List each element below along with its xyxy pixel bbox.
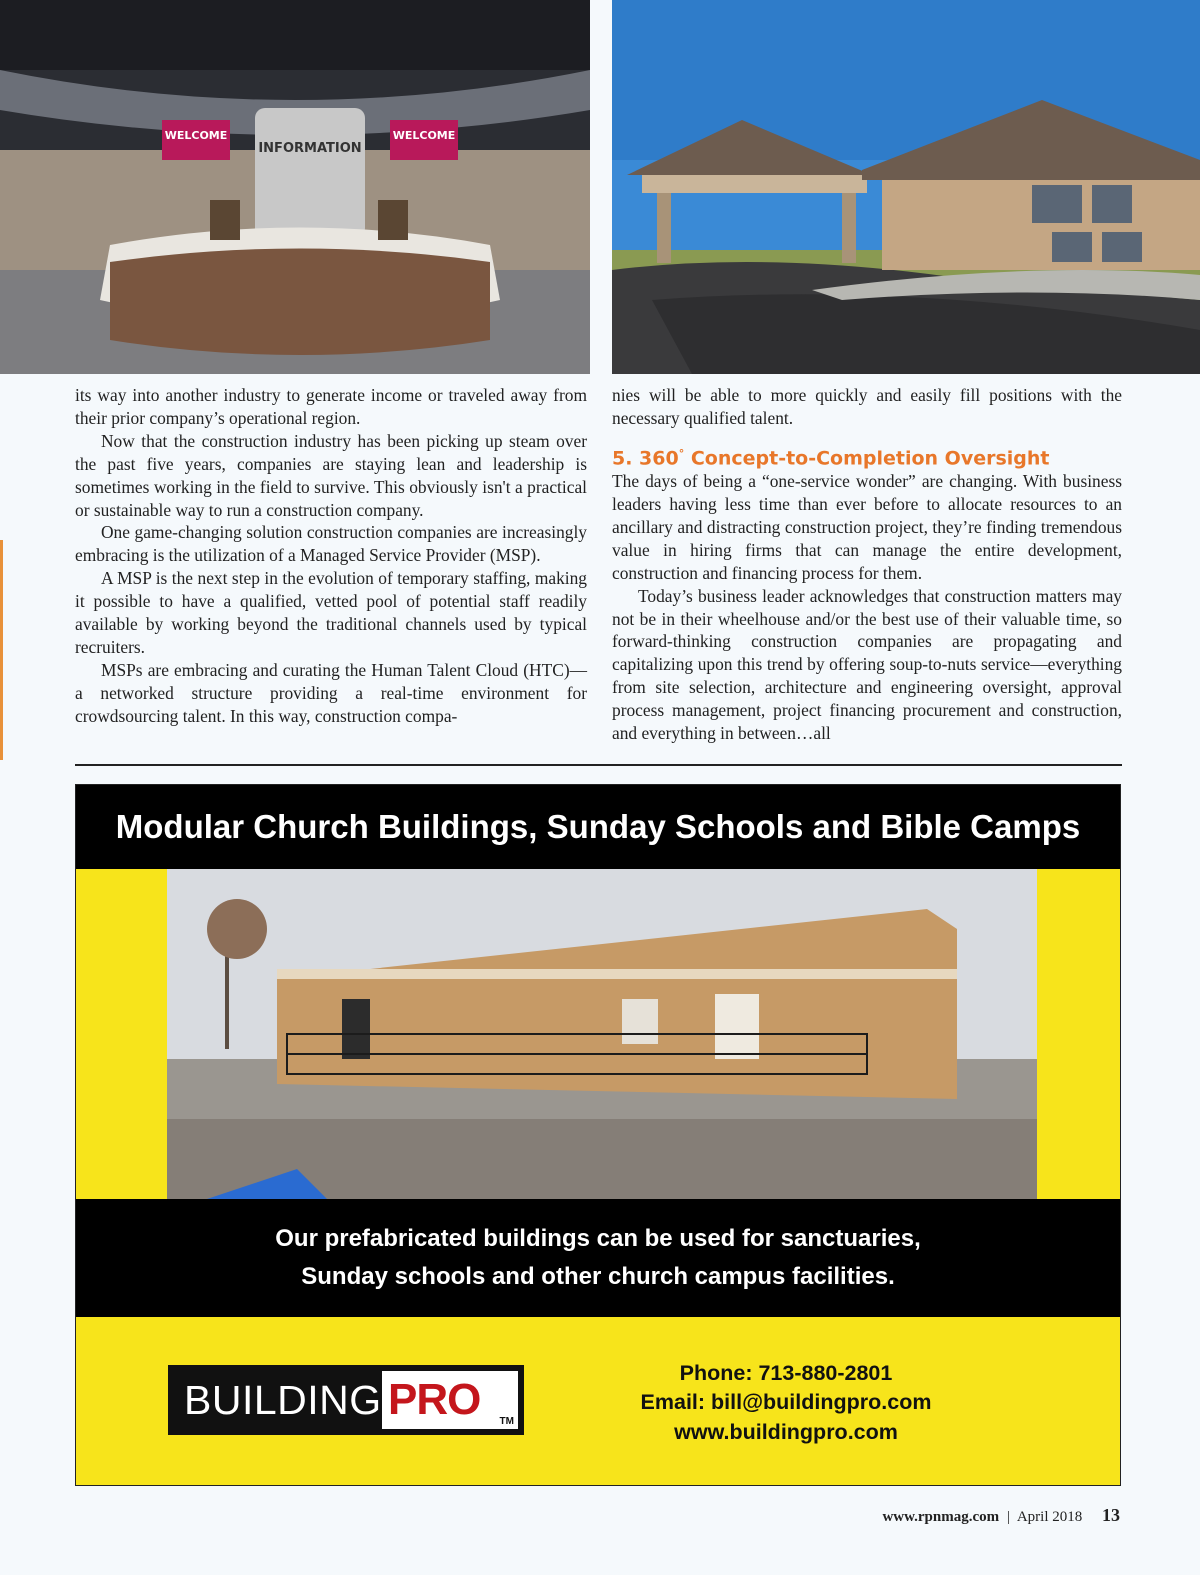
- article-paragraph: A MSP is the next step in the evolution of temporary staffing, making it possible to have a qualified, vetted pool of potential staff readily available by working beyond the traditional channels used by typical recruiters.: [75, 568, 587, 657]
- advertisement[interactable]: [75, 784, 1121, 1486]
- ad-building-photo: [167, 869, 1037, 1199]
- ad-title: Modular Church Buildings, Sunday Schools and Bible Camps: [115, 808, 1081, 845]
- building-pro-logo[interactable]: [168, 1365, 524, 1435]
- side-accent-rule: [0, 540, 3, 760]
- logo-building-text: BUILDING: [184, 1377, 382, 1423]
- section-heading-suffix: Concept-to-Completion Oversight: [684, 447, 1050, 470]
- building-photo: [612, 0, 1200, 374]
- modular-building-illustration: [167, 869, 1037, 1199]
- logo-pro-text: PRO: [388, 1375, 481, 1424]
- page-footer: [882, 1505, 1120, 1526]
- ad-tagline-band: [76, 1199, 1120, 1317]
- article-left-column: [75, 384, 587, 728]
- footer-issue: April 2018: [1016, 1509, 1083, 1525]
- ad-phone[interactable]: Phone: 713-880-2801: [679, 1361, 893, 1385]
- article-paragraph: One game-changing solution construction companies are increasingly embracing is the utilization of a Managed Service Provider (MSP).: [75, 522, 587, 566]
- article-paragraph: nies will be able to more quickly and easily fill positions with the necessary qualified talent.: [612, 385, 1122, 428]
- ad-website-link[interactable]: www.buildingpro.com: [674, 1420, 898, 1444]
- section-heading: [612, 442, 1122, 470]
- building-illustration: [612, 0, 1200, 374]
- article-paragraph: MSPs are embracing and curating the Human Talent Cloud (HTC)—a networked structure providing a real-time environment for crowdsourcing talent. In this way, construction compa-: [75, 659, 587, 726]
- article-paragraph: The days of being a “one-service wonder” are changing. With business leaders having less time than ever before to allocate resources to an ancillary and distracting construction project, they’re finding tremendous value in hiring firms that can manage the entire development, construction and financing process for them.: [612, 471, 1122, 583]
- article-paragraph: Now that the construction industry has been picking up steam over the past five years, companies are staying lean and leadership is sometimes working in the field to survive. This obviously isn't a practical or sustainable way to run a construction company.: [75, 430, 587, 520]
- article-paragraph: Today’s business leader acknowledges that construction matters may not be in their wheelhouse and/or the best use of their valuable time, so forward-thinking construction companies are propagating and capitalizing upon this trend by offering soup-to-nuts service—everything from site selection, architecture and engineering oversight, approval process management, project financing procurement and construction, and everything in between…all: [612, 585, 1122, 744]
- lobby-photo: [0, 0, 590, 374]
- page-number: 13: [1102, 1505, 1120, 1525]
- ad-email-link[interactable]: Email: bill@buildingpro.com: [640, 1390, 932, 1414]
- section-heading-degree: °: [678, 446, 685, 460]
- logo-pro-box: [382, 1371, 518, 1429]
- section-heading-prefix: 5. 360: [612, 447, 679, 470]
- lobby-screen-right-text: WELCOME: [392, 129, 456, 142]
- ad-tagline-line2: Sunday schools and other church campus facilities.: [301, 1263, 895, 1290]
- footer-separator: |: [1006, 1509, 1010, 1525]
- article-paragraph: its way into another industry to generate income or traveled away from their prior company’s operational region.: [75, 385, 587, 428]
- lobby-screen-left-text: WELCOME: [164, 129, 228, 142]
- footer-url[interactable]: www.rpnmag.com: [882, 1509, 1000, 1525]
- ad-tagline-line1: Our prefabricated buildings can be used for sanctuaries,: [275, 1225, 921, 1252]
- article-right-column: [612, 384, 1122, 745]
- lobby-sign-text: INFORMATION: [258, 141, 362, 156]
- logo-trademark: TM: [499, 1416, 514, 1427]
- lobby-illustration: [0, 0, 590, 374]
- section-divider: [75, 764, 1122, 766]
